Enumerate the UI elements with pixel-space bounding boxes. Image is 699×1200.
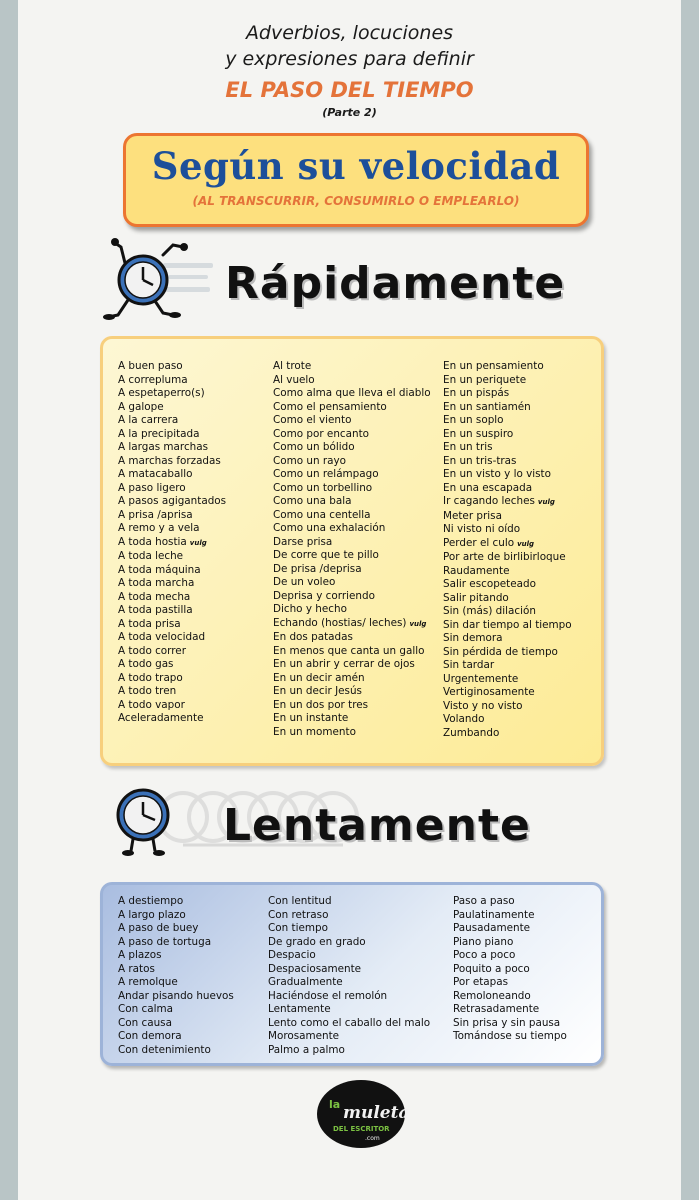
expression-item: A la precipitada [118,427,200,440]
expression-item: Como por encanto [273,427,369,440]
expression-item: En un visto y lo visto [443,468,551,480]
expression-item: Con tiempo [268,922,328,934]
expression-item: Salir pitando [443,591,509,604]
expression-item: A correpluma [118,373,188,386]
expression-item: Sin dar tiempo al tiempo [443,618,572,631]
expression-item: Vertiginosamente [443,686,535,698]
expression-item: A la carrera [118,414,179,426]
expression-item: Sin pérdida de tiempo [443,645,558,658]
slow-column-2 [268,895,430,1057]
expression-item: En un santiamén [443,400,531,413]
vulg-tag: vulg [409,619,427,628]
expression-item: En un soplo [443,414,504,426]
expression-item: Lento como el caballo del malo [268,1016,431,1029]
expression-item: En un abrir y cerrar de ojos [273,658,415,670]
expression-item: A buen paso [118,360,183,372]
expression-item: En un suspiro [443,427,514,440]
expression-item: A todo trapo [118,671,183,684]
expression-item: Despaciosamente [268,962,362,975]
expression-item: Como una bala [273,495,352,507]
fast-column-1 [118,360,226,726]
vulg-tag: vulg [537,498,555,506]
expression-item: A toda mecha [118,590,191,603]
expression-item: A paso de buey [118,922,199,934]
expression-item: Zumbando [443,726,500,739]
expression-item: En un periquete [443,373,527,386]
expression-item: A toda hostia vulg [118,535,207,548]
expression-item: A todo tren [118,685,177,697]
expression-item: Remoloneando [453,989,531,1002]
expression-item: A espetaperro(s) [118,387,205,399]
expression-item: En un pispás [443,387,510,399]
expression-item: Como un torbellino [273,481,373,494]
expression-item: A marchas forzadas [118,454,221,467]
expression-item: De un voleo [273,576,336,588]
expression-item: A prisa /aprisa [118,508,193,521]
expression-item: A remo y a vela [118,522,200,534]
expression-item: Como una centella [273,508,371,521]
expression-item: Poquito a poco [453,962,530,975]
expression-item: A paso ligero [118,481,186,494]
logo-name: muleta [343,1103,409,1123]
expression-item: A pasos agigantados [118,495,227,507]
expression-item: Con retraso [268,908,329,921]
expression-item: A toda pastilla [118,604,193,616]
expression-item: Deprisa y corriendo [273,589,375,602]
expression-item: En dos patadas [273,631,353,643]
velocity-box [123,133,589,227]
logo-sub: DEL ESCRITOR [333,1125,390,1133]
expression-item: Por etapas [453,976,509,988]
expression-item: Lentamente [268,1003,331,1015]
expression-item: Aceleradamente [118,712,204,724]
velocity-subtitle: (AL TRANSCURRIR, CONSUMIRLO O EMPLEARLO) [192,194,520,208]
expression-item: En un momento [273,725,356,738]
expression-item: En un decir amén [273,671,365,684]
expression-item: A largo plazo [118,908,186,921]
expression-item: Meter prisa [443,509,502,522]
expression-item: En un instante [273,712,349,724]
expression-item: Darse prisa [273,535,333,548]
expression-item: Pausadamente [453,922,531,934]
expression-item: Perder el culo vulg [443,536,535,549]
logo-com: .com [365,1135,380,1142]
la-muleta-logo[interactable] [313,1078,409,1150]
expression-item: Morosamente [268,1030,340,1042]
expression-item: Dicho y hecho [273,603,347,615]
expression-item: Como una exhalación [273,522,386,534]
fast-expressions-box [100,336,604,766]
expression-item: Raudamente [443,564,510,577]
expression-item: A toda marcha [118,577,195,589]
expression-item: A todo vapor [118,698,185,711]
fast-column-2 [273,360,431,739]
expression-item: Visto y no visto [443,699,523,712]
expression-item: A remolque [118,976,178,988]
expression-item: Paulatinamente [453,908,535,921]
expression-item: A todo correr [118,644,186,657]
expression-item: Haciéndose el remolón [268,989,388,1002]
slow-column-1 [118,895,234,1057]
fast-column-3 [443,360,572,740]
expression-item: Andar pisando huevos [118,989,234,1002]
vulg-tag: vulg [517,539,535,548]
infographic-page [18,0,681,1200]
expression-item: Sin tardar [443,659,495,671]
expression-item: Tomándose su tiempo [453,1030,567,1042]
header-line-2: y expresiones para definir [225,48,474,70]
expression-item: Sin demora [443,632,503,644]
expression-item: A matacaballo [118,468,193,480]
expression-item: Poco a poco [453,949,516,961]
expression-item: A paso de tortuga [118,935,212,948]
expression-item: En un pensamiento [443,360,544,372]
expression-item: Con lentitud [268,895,332,907]
expression-item: Sin prisa y sin pausa [453,1016,561,1029]
velocity-title: Según su velocidad [151,144,561,188]
expression-item: A largas marchas [118,441,209,453]
expression-item: A galope [118,400,164,413]
expression-item: Sin (más) dilación [443,605,536,617]
expression-item: Piano piano [453,935,514,948]
expression-item: A toda máquina [118,563,201,576]
expression-item: Paso a paso [453,895,515,907]
expression-item: Con calma [118,1003,173,1015]
expression-item: Palmo a palmo [268,1043,345,1056]
expression-item: Retrasadamente [453,1003,540,1015]
expression-item: A toda leche [118,550,184,562]
expression-item: Al vuelo [273,373,315,386]
header-line-1: Adverbios, locuciones [245,22,454,44]
expression-item: Al trote [273,360,312,372]
fast-section-title: Rápidamente [225,258,566,309]
expression-item: Urgentemente [443,672,519,685]
expression-item: Como el viento [273,414,352,426]
expression-item: Como un relámpago [273,468,379,480]
expression-item: En un decir Jesús [273,685,362,697]
expression-item: De grado en grado [268,935,366,948]
expression-item: Por arte de birlibirloque [443,551,566,563]
slow-expressions-box [100,882,604,1066]
expression-item: En una escapada [443,481,533,494]
expression-item: Con demora [118,1030,182,1042]
expression-item: A plazos [118,949,162,961]
expression-item: Echando (hostias/ leches) vulg [273,616,427,629]
expression-item: A todo gas [118,658,174,670]
expression-item: Despacio [268,949,316,961]
expression-item: Como el pensamiento [273,400,387,413]
expression-item: Ni visto ni oído [443,523,521,535]
expression-item: En un tris-tras [443,454,517,467]
expression-item: Como alma que lleva el diablo [273,387,431,399]
slow-section-title: Lentamente [223,800,531,851]
header-part: (Parte 2) [322,106,377,119]
slow-column-3 [453,895,567,1044]
logo-la: la [329,1098,341,1111]
expression-item: A ratos [118,962,155,975]
expression-item: Salir escopeteado [443,578,536,590]
expression-item: A toda velocidad [118,631,206,643]
expression-item: Gradualmente [268,976,343,988]
expression-item: En menos que canta un gallo [273,644,425,657]
expression-item: Como un bólido [273,441,355,453]
expression-item: A destiempo [118,895,184,907]
expression-item: Ir cagando leches vulg [443,495,555,507]
header-title: EL PASO DEL TIEMPO [225,78,474,102]
expression-item: De corre que te pillo [273,549,379,561]
expression-item: Con causa [118,1016,172,1029]
expression-item: Como un rayo [273,454,347,467]
expression-item: En un dos por tres [273,698,369,711]
vulg-tag: vulg [189,538,207,547]
expression-item: Con detenimiento [118,1043,211,1056]
expression-item: De prisa /deprisa [273,562,362,575]
expression-item: A toda prisa [118,617,181,630]
running-clock-icon [103,235,228,325]
expression-item: Volando [443,713,485,725]
expression-item: En un tris [443,441,493,453]
